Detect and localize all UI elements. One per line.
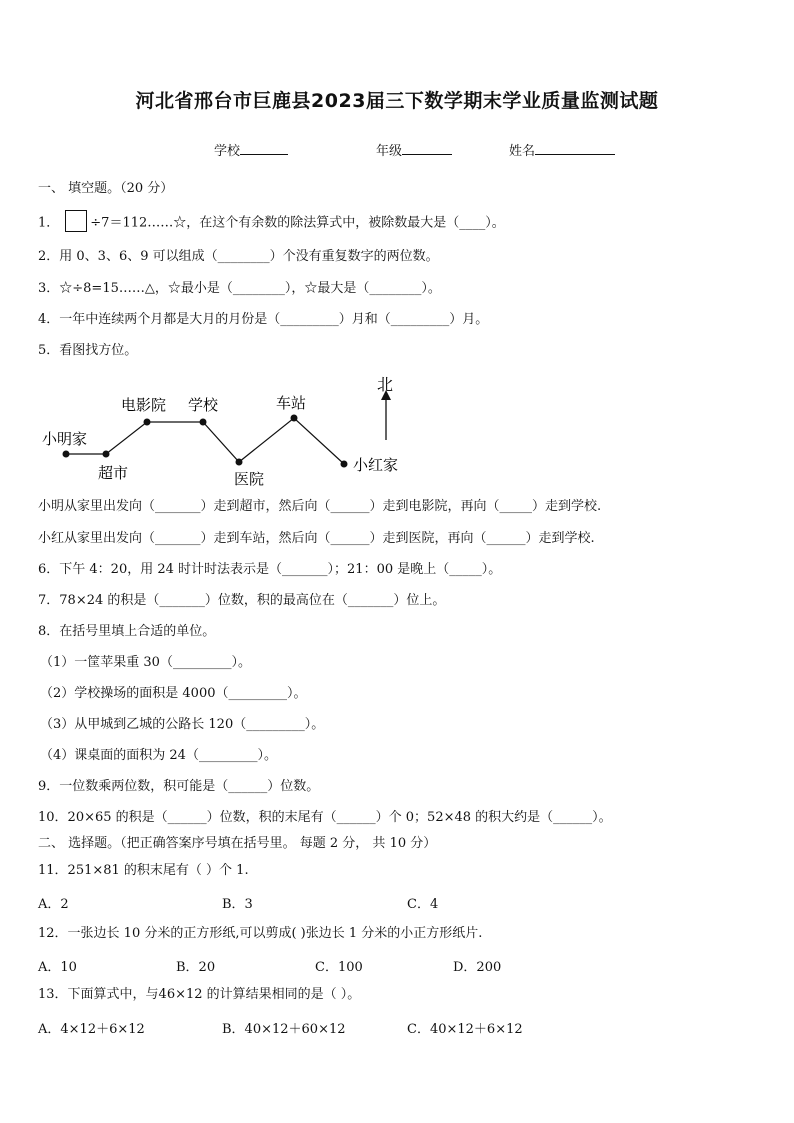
question-1-text: ÷7＝112……☆，在这个有余数的除法算式中，被除数最大是（____）。 (90, 215, 505, 231)
question-2: 2．用 0、3、6、9 可以组成（________）个没有重复数字的两位数。 (38, 249, 439, 264)
question-1 (38, 212, 505, 234)
q12-option-a[interactable]: A．10 (38, 960, 77, 975)
north-label: 北 (377, 375, 394, 394)
point-xiaoming-home (63, 451, 70, 458)
question-11: 11．251×81 的积末尾有（ ）个 1. (38, 863, 249, 878)
grade-blank[interactable] (402, 140, 452, 155)
question-12: 12．一张边长 10 分米的正方形纸,可以剪成( )张边长 1 分米的小正方形纸片. (38, 926, 483, 941)
question-8-1: （1）一筐苹果重 30（_________）。 (40, 655, 251, 670)
north-arrow (381, 390, 391, 440)
question-8-4: （4）课桌面的面积为 24（_________）。 (40, 748, 277, 763)
label-xiaoming-home: 小明家 (42, 430, 88, 448)
question-5: 5．看图找方位。 (38, 343, 138, 358)
question-3: 3．☆÷8=15……△，☆最小是（________），☆最大是（________）。 (38, 281, 441, 296)
q11-option-b[interactable]: B．3 (222, 897, 253, 912)
question-8-2: （2）学校操场的面积是 4000（_________）。 (40, 686, 307, 701)
label-station: 车站 (276, 394, 307, 412)
dividend-box[interactable] (65, 210, 87, 232)
q13-option-a[interactable]: A．4×12＋6×12 (38, 1022, 145, 1037)
route-line (66, 418, 344, 464)
question-6: 6．下午 4：20，用 24 时计时法表示是（_______）；21：00 是晚上（_____）。 (38, 562, 502, 577)
section-fill-blank: 一、 填空题。（20 分） (38, 181, 174, 196)
point-station (291, 415, 298, 422)
q12-option-d[interactable]: D．200 (453, 960, 502, 975)
page-title: 河北省邢台市巨鹿县2023届三下数学期末学业质量监测试题 (135, 90, 659, 112)
label-cinema: 电影院 (121, 396, 167, 414)
name-label: 姓名 (509, 144, 536, 159)
label-hospital: 医院 (234, 470, 265, 488)
school-field (214, 140, 288, 159)
direction-map (0, 368, 794, 498)
question-7: 7．78×24 的积是（_______）位数，积的最高位在（_______）位上。 (38, 593, 446, 608)
question-13: 13．下面算式中，与46×12 的计算结果相同的是（ ）。 (38, 987, 361, 1002)
school-blank[interactable] (240, 140, 288, 155)
label-supermarket: 超市 (98, 464, 129, 482)
label-xiaohong-home: 小红家 (353, 456, 399, 474)
q13-option-c[interactable]: C．40×12＋6×12 (407, 1022, 523, 1037)
point-xiaohong-home (341, 461, 348, 468)
question-1-number: 1． (38, 215, 60, 231)
question-5a: 小明从家里出发向（_______）走到超市，然后向（______）走到电影院，再向（_____）走到学校. (38, 499, 602, 514)
question-8: 8．在括号里填上合适的单位。 (38, 624, 216, 639)
question-8-3: （3）从甲城到乙城的公路长 120（_________）。 (40, 717, 325, 732)
q12-option-b[interactable]: B．20 (176, 960, 216, 975)
question-5b: 小红从家里出发向（_______）走到车站，然后向（______）走到医院，再向（______）走到学校. (38, 531, 595, 546)
label-school: 学校 (188, 396, 219, 414)
q11-option-c[interactable]: C．4 (407, 897, 439, 912)
q12-option-c[interactable]: C．100 (315, 960, 363, 975)
section-multiple-choice: 二、 选择题。（把正确答案序号填在括号里。 每题 2 分， 共 10 分） (38, 836, 437, 851)
point-hospital (236, 459, 243, 466)
point-school (200, 419, 207, 426)
q13-option-b[interactable]: B．40×12＋60×12 (222, 1022, 346, 1037)
name-blank[interactable] (535, 140, 615, 155)
question-10: 10．20×65 的积是（______）位数，积的末尾有（______）个 0；52×48 的积大约是（______）。 (38, 810, 612, 825)
question-4: 4．一年中连续两个月都是大月的月份是（_________）月和（_________）月。 (38, 312, 489, 327)
point-supermarket (103, 451, 110, 458)
question-9: 9．一位数乘两位数，积可能是（______）位数。 (38, 779, 320, 794)
name-field (509, 140, 615, 159)
point-cinema (144, 419, 151, 426)
grade-label: 年级 (376, 144, 403, 159)
school-label: 学校 (214, 144, 241, 159)
q11-option-a[interactable]: A．2 (38, 897, 69, 912)
grade-field (376, 140, 452, 159)
